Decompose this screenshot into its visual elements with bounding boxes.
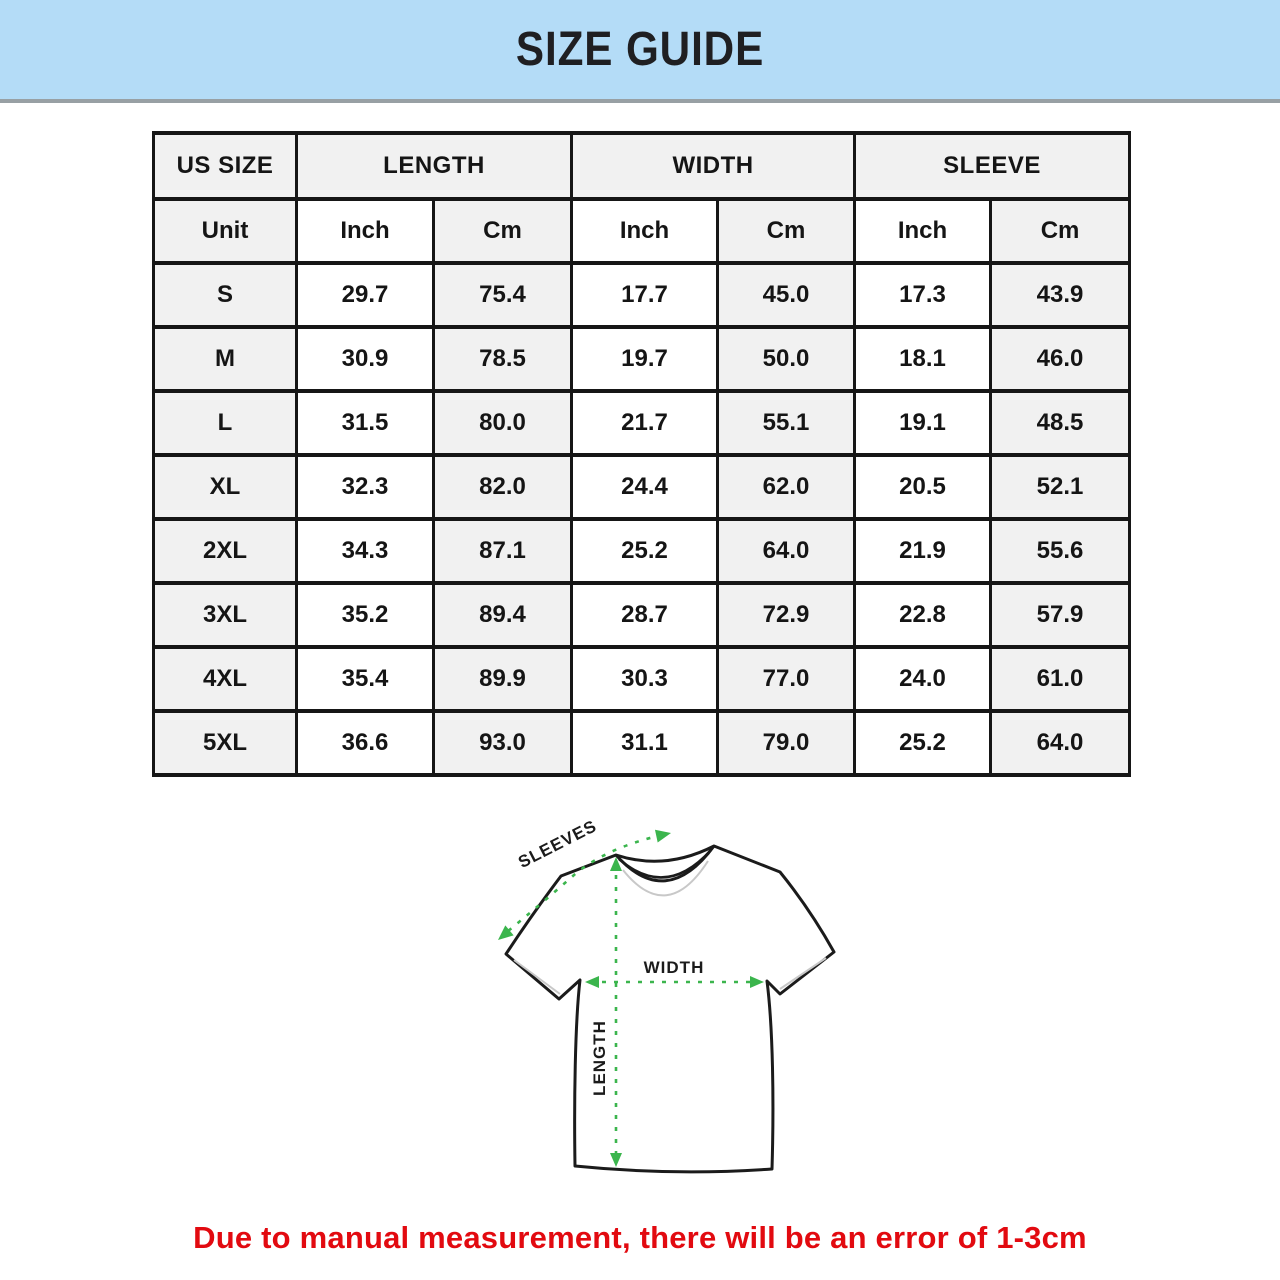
value-cell: 30.9 bbox=[297, 327, 434, 391]
unit-header: Unit bbox=[154, 199, 297, 263]
value-cell: 87.1 bbox=[434, 519, 572, 583]
value-cell: 79.0 bbox=[718, 711, 855, 775]
value-cell: 31.1 bbox=[572, 711, 718, 775]
sleeves-top-arrowhead bbox=[655, 827, 672, 843]
banner bbox=[0, 0, 1280, 103]
table-row bbox=[154, 391, 1130, 455]
size-cell: 5XL bbox=[154, 711, 297, 775]
unit-header-inch: Inch bbox=[855, 199, 991, 263]
value-cell: 89.4 bbox=[434, 583, 572, 647]
size-cell: M bbox=[154, 327, 297, 391]
value-cell: 17.3 bbox=[855, 263, 991, 327]
value-cell: 46.0 bbox=[991, 327, 1130, 391]
length-label: LENGTH bbox=[590, 1020, 609, 1096]
value-cell: 75.4 bbox=[434, 263, 572, 327]
value-cell: 52.1 bbox=[991, 455, 1130, 519]
table-group-header-row bbox=[154, 133, 1130, 199]
column-header-width: WIDTH bbox=[572, 133, 855, 199]
value-cell: 89.9 bbox=[434, 647, 572, 711]
value-cell: 18.1 bbox=[855, 327, 991, 391]
value-cell: 32.3 bbox=[297, 455, 434, 519]
size-cell: L bbox=[154, 391, 297, 455]
value-cell: 19.7 bbox=[572, 327, 718, 391]
value-cell: 57.9 bbox=[991, 583, 1130, 647]
value-cell: 25.2 bbox=[855, 711, 991, 775]
value-cell: 62.0 bbox=[718, 455, 855, 519]
value-cell: 64.0 bbox=[991, 711, 1130, 775]
value-cell: 93.0 bbox=[434, 711, 572, 775]
value-cell: 55.1 bbox=[718, 391, 855, 455]
value-cell: 36.6 bbox=[297, 711, 434, 775]
value-cell: 21.9 bbox=[855, 519, 991, 583]
value-cell: 30.3 bbox=[572, 647, 718, 711]
size-cell: 3XL bbox=[154, 583, 297, 647]
column-header-length: LENGTH bbox=[297, 133, 572, 199]
size-cell: 2XL bbox=[154, 519, 297, 583]
tshirt-measurement-diagram bbox=[458, 813, 850, 1205]
unit-header-cm: Cm bbox=[434, 199, 572, 263]
value-cell: 43.9 bbox=[991, 263, 1130, 327]
unit-header-cm: Cm bbox=[718, 199, 855, 263]
size-cell: XL bbox=[154, 455, 297, 519]
table-unit-row bbox=[154, 199, 1130, 263]
disclaimer-text: Due to manual measurement, there will be an error of 1-3cm bbox=[193, 1220, 1087, 1255]
value-cell: 34.3 bbox=[297, 519, 434, 583]
column-header-us-size: US SIZE bbox=[154, 133, 297, 199]
value-cell: 48.5 bbox=[991, 391, 1130, 455]
unit-header-cm: Cm bbox=[991, 199, 1130, 263]
value-cell: 82.0 bbox=[434, 455, 572, 519]
value-cell: 77.0 bbox=[718, 647, 855, 711]
value-cell: 78.5 bbox=[434, 327, 572, 391]
column-header-sleeve: SLEEVE bbox=[855, 133, 1130, 199]
value-cell: 28.7 bbox=[572, 583, 718, 647]
value-cell: 22.8 bbox=[855, 583, 991, 647]
size-cell: 4XL bbox=[154, 647, 297, 711]
value-cell: 55.6 bbox=[991, 519, 1130, 583]
value-cell: 29.7 bbox=[297, 263, 434, 327]
table-row bbox=[154, 455, 1130, 519]
value-cell: 21.7 bbox=[572, 391, 718, 455]
sleeves-label: SLEEVES bbox=[515, 816, 600, 872]
value-cell: 45.0 bbox=[718, 263, 855, 327]
value-cell: 24.0 bbox=[855, 647, 991, 711]
value-cell: 19.1 bbox=[855, 391, 991, 455]
value-cell: 35.2 bbox=[297, 583, 434, 647]
table-row bbox=[154, 327, 1130, 391]
page-title: SIZE GUIDE bbox=[515, 23, 765, 76]
value-cell: 72.9 bbox=[718, 583, 855, 647]
value-cell: 31.5 bbox=[297, 391, 434, 455]
value-cell: 61.0 bbox=[991, 647, 1130, 711]
unit-header-inch: Inch bbox=[572, 199, 718, 263]
table-row bbox=[154, 647, 1130, 711]
value-cell: 80.0 bbox=[434, 391, 572, 455]
value-cell: 64.0 bbox=[718, 519, 855, 583]
value-cell: 20.5 bbox=[855, 455, 991, 519]
value-cell: 24.4 bbox=[572, 455, 718, 519]
table-row bbox=[154, 263, 1130, 327]
table-row bbox=[154, 519, 1130, 583]
table-row bbox=[154, 583, 1130, 647]
table-row bbox=[154, 711, 1130, 775]
value-cell: 50.0 bbox=[718, 327, 855, 391]
width-label: WIDTH bbox=[643, 958, 705, 977]
value-cell: 35.4 bbox=[297, 647, 434, 711]
tshirt-outline-graphic bbox=[506, 846, 834, 1172]
value-cell: 25.2 bbox=[572, 519, 718, 583]
unit-header-inch: Inch bbox=[297, 199, 434, 263]
value-cell: 17.7 bbox=[572, 263, 718, 327]
size-cell: S bbox=[154, 263, 297, 327]
size-table bbox=[152, 131, 1131, 777]
